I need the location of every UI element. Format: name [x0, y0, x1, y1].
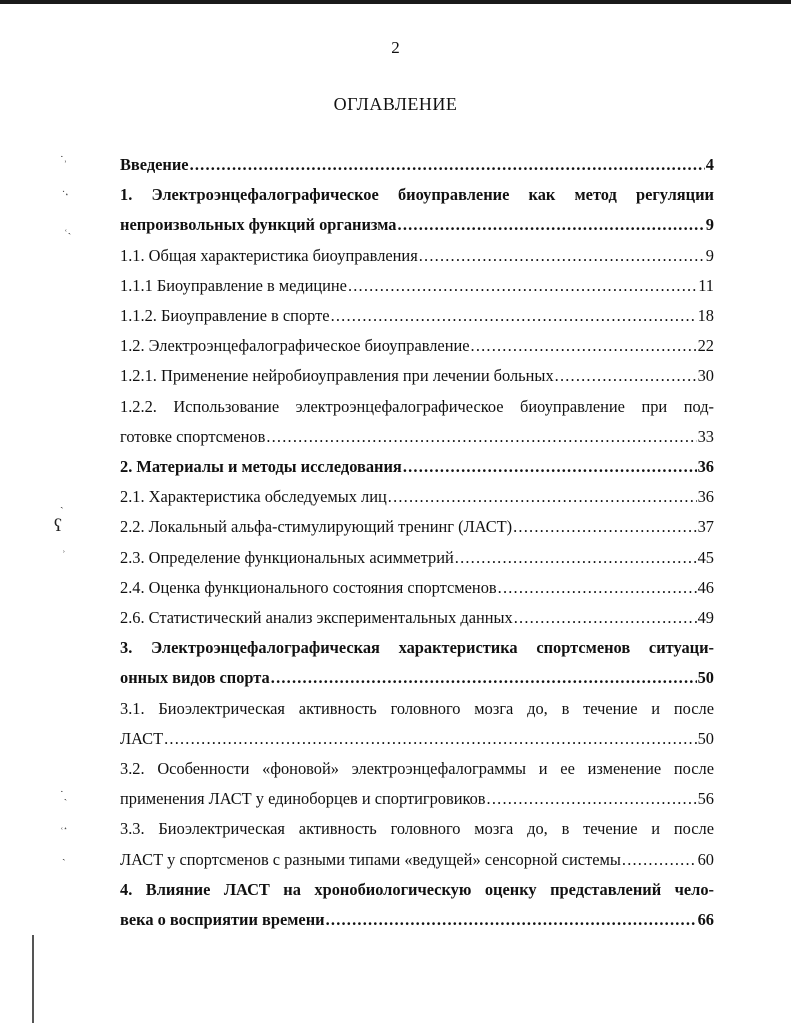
toc-page-number: 56: [697, 789, 714, 809]
scan-artifact: ˒: [62, 544, 66, 556]
toc-entry-title: применения ЛАСТ у единоборцев и спортигровиков: [120, 789, 486, 809]
toc-entry-title: 2.1. Характеристика обследуемых лиц: [120, 487, 387, 507]
toc-entry-line: [120, 543, 714, 573]
toc-entry-title: 2.3. Определение функциональных асимметрий: [120, 547, 454, 567]
toc-entry-title: 1.1.1 Биоуправление в медицине: [120, 275, 347, 295]
toc-entry-line: [120, 512, 714, 542]
toc-entry: [120, 754, 714, 814]
dot-leader: [403, 452, 697, 482]
dot-leader: [555, 361, 697, 391]
toc-entry-line: [120, 271, 714, 301]
toc-entry-title: 2.6. Статистический анализ экспериментальных данных: [120, 608, 513, 628]
dot-leader: [498, 573, 697, 603]
toc-entry: [120, 180, 714, 240]
toc-page-number: 66: [697, 910, 714, 930]
scan-margin-line: [32, 935, 34, 1023]
dot-leader: [455, 543, 697, 573]
toc-page-number: 18: [697, 306, 714, 326]
toc-entry-line: [120, 150, 714, 180]
toc-entry-line: [120, 845, 714, 875]
toc-entry: [120, 573, 714, 603]
toc-page-number: 22: [697, 336, 714, 356]
toc-entry: [120, 361, 714, 391]
toc-page-number: 36: [697, 487, 714, 507]
dot-leader: [266, 422, 696, 452]
toc-page-number: 30: [697, 366, 714, 386]
scan-artifact: ˙˒: [60, 154, 68, 166]
dot-leader: [271, 663, 697, 693]
toc-entry-line: [120, 331, 714, 361]
page-top-border: [0, 0, 791, 4]
toc-entry-line: [120, 452, 714, 482]
toc-entry: [120, 392, 714, 452]
dot-leader: [326, 905, 697, 935]
toc-entry-title: 2.4. Оценка функционального состояния спортсменов: [120, 577, 497, 597]
toc-entry: [120, 150, 714, 180]
toc-entry-text: 1.2.2. Использование электроэнцефалографическое биоуправление при под-: [120, 396, 714, 416]
toc-entry-title: ЛАСТ: [120, 728, 164, 748]
dot-leader: [398, 210, 705, 240]
toc-entry-line: [120, 724, 714, 754]
toc-entry: [120, 814, 714, 874]
page-number: 2: [391, 38, 400, 57]
toc-entry: [120, 694, 714, 754]
toc-page-number: 33: [697, 426, 714, 446]
toc-page-number: 46: [697, 577, 714, 597]
dot-leader: [388, 482, 697, 512]
toc-entry-text: 1. Электроэнцефалографическое биоуправление как метод регуляции: [120, 185, 714, 205]
toc-entry-line: [120, 663, 714, 693]
dot-leader: [471, 331, 697, 361]
toc-entry-line: [120, 422, 714, 452]
toc-entry: [120, 875, 714, 935]
dot-leader: [514, 603, 697, 633]
toc-entry-line: [120, 603, 714, 633]
toc-page-number: 4: [705, 155, 714, 174]
scan-artifact: ʕ: [54, 515, 62, 535]
toc-entry-title: 1.1. Общая характеристика биоуправления: [120, 245, 418, 265]
toc-entry-line: [120, 573, 714, 603]
toc-entry-text: 4. Влияние ЛАСТ на хронобиологическую оценку представлений чело-: [120, 879, 714, 899]
toc-entry-title: Введение: [120, 155, 189, 174]
scan-artifact: ˓˔: [60, 821, 68, 833]
dot-leader: [622, 845, 697, 875]
scan-artifact: ˑ˔: [62, 187, 69, 199]
toc-entry-line: [120, 301, 714, 331]
toc-page-number: 45: [697, 547, 714, 567]
toc-entry: [120, 331, 714, 361]
toc-entry-line: [120, 905, 714, 935]
toc-entry-title: 1.1.2. Биоуправление в спорте: [120, 306, 330, 326]
toc-entry-title: непроизвольных функций организма: [120, 215, 397, 235]
toc-entry-text: 3. Электроэнцефалографическая характеристика спортсменов ситуаци-: [120, 638, 714, 658]
toc-entry-title: 2. Материалы и методы исследования: [120, 457, 402, 477]
toc-entry-line: [120, 210, 714, 240]
toc-page-number: 60: [697, 849, 714, 869]
toc-page-number: 50: [697, 668, 714, 688]
scan-artifact: ˎ: [60, 497, 64, 509]
toc-entry-title: ЛАСТ у спортсменов с разными типами «ведущей» сенсорной системы: [120, 849, 621, 869]
toc-page-number: 9: [705, 245, 714, 265]
toc-entry-title: века о восприятии времени: [120, 910, 325, 930]
toc-entry-title: готовке спортсменов: [120, 426, 266, 446]
scan-artifact: ˎ: [62, 849, 66, 861]
toc-entry: [120, 482, 714, 512]
page-title: ОГЛАВЛЕНИЕ: [333, 94, 458, 114]
toc-entry-text: 3.1. Биоэлектрическая активность головного мозга до, в течение и после: [120, 698, 714, 718]
toc-entry: [120, 603, 714, 633]
toc-entry: [120, 633, 714, 693]
toc-page-number: 11: [698, 275, 714, 295]
toc-entry-text: 3.2. Особенности «фоновой» электроэнцефалограммы и ее изменение после: [120, 759, 714, 779]
scan-artifact: ˓ˏ: [64, 223, 72, 235]
toc-entry-text: 3.3. Биоэлектрическая активность головного мозга до, в течение и после: [120, 819, 714, 839]
toc-entry-line: [120, 241, 714, 271]
dot-leader: [164, 724, 697, 754]
toc-page-number: 36: [697, 457, 714, 477]
dot-leader: [348, 271, 697, 301]
toc-page-number: 37: [697, 517, 714, 537]
toc-entry-title: 1.2. Электроэнцефалографическое биоуправление: [120, 336, 470, 356]
toc-page-number: 49: [697, 608, 714, 628]
dot-leader: [419, 241, 705, 271]
dot-leader: [331, 301, 697, 331]
toc-page-number: 9: [705, 215, 714, 235]
toc-entry-line: [120, 482, 714, 512]
toc-entry-title: онных видов спорта: [120, 668, 270, 688]
toc-entry-title: 1.2.1. Применение нейробиоуправления при лечении больных: [120, 366, 554, 386]
dot-leader: [190, 150, 705, 180]
toc-entry-line: [120, 361, 714, 391]
toc-entry: [120, 452, 714, 482]
toc-entry: [120, 301, 714, 331]
toc-entry-title: 2.2. Локальный альфа-стимулирующий тренинг (ЛАСТ): [120, 517, 513, 537]
toc-page-number: 50: [697, 728, 714, 748]
scan-artifact: ˙ˏ: [60, 789, 68, 801]
toc-entry: [120, 512, 714, 542]
toc-entry: [120, 271, 714, 301]
toc-entry: [120, 543, 714, 573]
toc-entry: [120, 241, 714, 271]
table-of-contents: [120, 150, 714, 935]
dot-leader: [513, 512, 696, 542]
toc-entry-line: [120, 784, 714, 814]
dot-leader: [487, 784, 697, 814]
